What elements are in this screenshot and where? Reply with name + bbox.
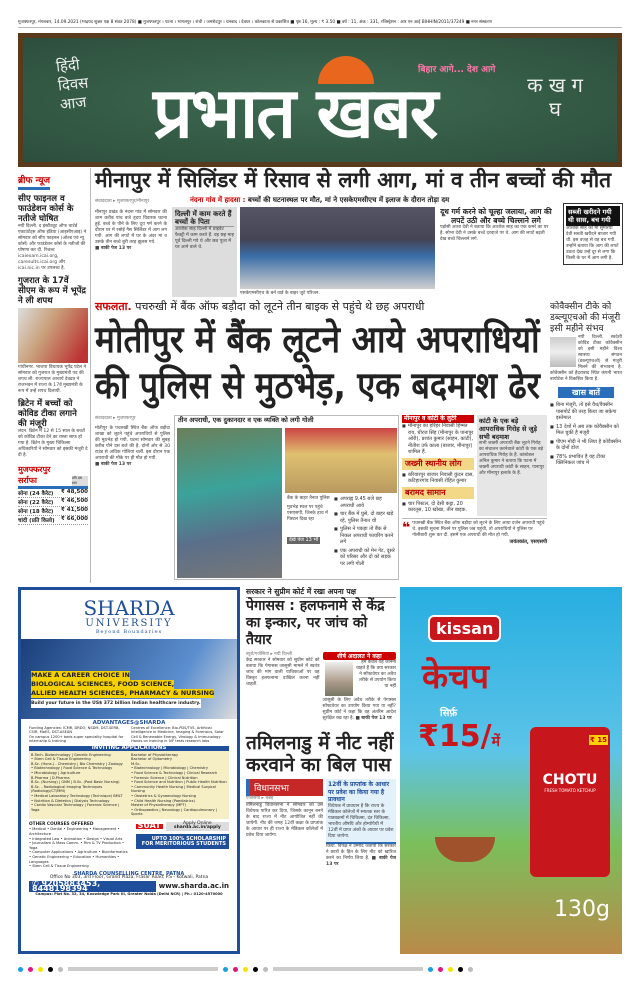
alphabet-chalk: क ख ग घ: [527, 73, 583, 121]
course-item: Bachelor of Optometry: [131, 757, 172, 762]
color-dot: [263, 967, 268, 972]
course-item: Bachelor of Physiotherapy: [131, 752, 179, 757]
rate-row: सोना (22 कैरेट) ₹ 46,500: [18, 498, 88, 506]
bank-body: मोतीपुर के पचरुखी स्थित बैंक ऑफ बड़ौदा शाखा को लूटने पहुंचे अपराधियों से पुलिस की मुठभेड़ हो गयी. घटना सोमवार की सुबह करीब पौने दस बजे की है. दोनों ओर से 30 राउंड से अधिक गोलियां चलीं. इस दौरान एक अपराधी की मौके पर ही मौत हो गयी. ■ बाकी पेज 13 पर: [95, 426, 170, 467]
lead-subhead: नंदना गांव में हादसा : बच्चों की घटनास्थल पर मौत, मां ने एसकेएमसीएच में इलाज के दौरान तोड़ा दम: [190, 196, 450, 204]
phone-number[interactable]: ✆ 9205883453, 8448198394: [29, 881, 156, 892]
course-item: B.Sc. (Nursing) | GNM | B.Sc. (Post Basic Nursing): [31, 780, 120, 785]
color-dot: [243, 967, 248, 972]
website-link[interactable]: www.sharda.ac.in: [158, 882, 229, 891]
lead-box: सब्जी खरीदने गयी थी सास, बच गयी आशोक साह की मां सुमरिया देवी सब्जी खरीदने बाजार गयी थी. इस वजह से वह बच गयी. उन्होंने बताया कि आग की लपटें उठता देख उन्हें दूर से लगा कि किसी के घर में आग लगी है.: [563, 203, 623, 265]
brief-news-column: [18, 168, 88, 525]
course-item: B.Sc. - Radiological Imaging Techniques (Radiology/CT/MRI): [31, 784, 103, 794]
course-item: • Biotechnology | Microbiology | Chemistry: [131, 766, 209, 771]
course-item: • Forensic Science | Clinical Nutrition: [131, 775, 198, 780]
course-item: • Cardio Vascular Technology | Forensic Science | Yoga: [31, 803, 120, 812]
masthead: [18, 33, 622, 167]
other-course-item: • Computer Applications • Agriculture • Bioinformatics: [29, 850, 128, 855]
brief-title[interactable]: सीए फाइनल व फाउंडेशन कोर्स के नतीजे घोषित: [18, 194, 74, 224]
culprits-box: मीनापुर व कांटी के लुटेरे ■ मीनापुर का हरिहर निवासी हिम्मत राय, धीरज सिंह (मीनापुर के पानापुर ओरी), प्रशांत कुमार (साहन, कांटी), नीतीश उर्फ काला (बाजार, मीनापुर) शामिल हैं. जख्मी स्थानीय लोग ■ बरियारपुर बाजार निवासी कुंदन दास, कटिहारगांव निवासी रोहित कुमार बरामद सामान ■ चार पिस्टल, दो देसी कट्टा, 20 कारतूस, 10 खोखा, तीन बाइक.: [402, 415, 474, 516]
course-item: • Microbiology | Agriculture: [31, 770, 81, 775]
jump-link[interactable]: ■ बाकी पेज 13 पर: [355, 716, 392, 721]
apply-link[interactable]: sharda.ac.in/apply: [173, 825, 221, 831]
jump-link[interactable]: ■ बाकी पेज 13 पर: [326, 855, 396, 867]
lead-byline: संवाददाता ▸ मुजफ्फरपुर/मीनापुर: [95, 199, 150, 204]
photo-caption: एसकेएमसीएच के बर्न वार्ड के बाहर जुटे परिजन.: [240, 291, 320, 296]
course-item: • Food Science & Technology | Clinical Research: [131, 770, 218, 775]
jump-link[interactable]: ■ बाकी पेज 13 पर: [95, 462, 132, 467]
rate-row: चांदी (प्रति किलो) ₹ 66,000: [18, 516, 88, 524]
hindi-diwas-chalk: हिंदी दिवस आज: [55, 55, 90, 114]
color-dot: [48, 967, 53, 972]
course-item: • Medical Laboratory Technology (Technique) BMLT: [31, 793, 123, 798]
bank-photo-box: तीन अपराधी, एक दुकानदार व एक व्यक्ति को लगी गोली बैंक के बाहर तैनात पुलिस मुठभेड़ स्थल पर पहुंचे एसएसपी, जिनके हाथ में पिस्टल दिख रहा देखें पेज 13 भी ■ अपराह्न 9.45 बजे छह अपराधी आये ■ चार बैंक में घुसे, दो बाहर खड़े रहे, पुलिस तैनात थी ■ पुलिस ने पकड़ा तो बैंक से निकल अपराधी फायरिंग करने लगे ■ एक अपराधी को मेन गेट, दूसरे को परिसर और दो को सड़क पर लगी गोली: [174, 415, 399, 580]
grey-bar: [273, 967, 423, 971]
sharda-banner: MAKE A CAREER CHOICE IN BIOLOGICAL SCIENCES, FOOD SCIENCE, ALLIED HEALTH SCIENCES, PHARMACY & NURSING Build your future in the US$ 372 billion Indian healthcare industry.: [21, 639, 237, 719]
ssp-quote: ❝ पचरुखी बैंक स्थित बैंक ऑफ बड़ौदा को लूटने के लिए आया दर्जन अपराधी पहुंचे थे. इसकी सूचना मिलने पर पुलिस जब पहुंची, तो अपराधियों ने पुलिस पर गोलीबारी शुरू कर दी. इसमें एक अपराधी की मौत हो गयी. जयंतकांत, एसएसपी: [402, 519, 547, 545]
ketchup-pack: ₹ 15 CHOTU FRESH TOMATO KETCHUP: [530, 727, 610, 877]
brief-text: गांधीनगर. भाजपा विधायक भूपेंद्र पटेल ने सोमवार को गुजरात के मुख्यमंत्री पद की शपथ ली. राज्यपाल आचार्य देवव्रत ने राजभवन में राज्य के 17वें मुख्यमंत्री के रूप में उन्हें शपथ दिलायी.: [18, 365, 87, 394]
color-dot: [468, 967, 473, 972]
see-page-tag[interactable]: देखें पेज 13 भी: [289, 537, 319, 543]
rate-row: सोना (18 कैरेट) ₹ 41,500: [18, 507, 88, 515]
tagline: बिहार आगे... देश आगे: [418, 65, 496, 75]
color-dot: [58, 967, 63, 972]
course-item: • Nutrition & Dietetics | Dialysis Technology: [31, 798, 110, 803]
lead-inset: दिल्ली में काम करते हैं बच्चों के पिता आशोक साह दिल्ली में प्राइवेट फैक्ट्री में काम करते हैं. वह छह माह पूर्व दिल्ली गये थे और छठ पूजा में घर आने वाले थे.: [172, 207, 237, 297]
other-course-item: • Journalism & Mass Comm. • Film & TV Production • Yoga: [29, 841, 125, 850]
color-dot: [223, 967, 228, 972]
course-item: • Stem Cell & Tissue Engineering: [31, 757, 91, 762]
bank-headline-1[interactable]: मोतीपुर में बैंक लूटने आये अपराधियों: [95, 318, 540, 361]
other-course-item: • Genetic Engineering • Education • Humanities • Languages: [29, 855, 120, 864]
course-item: M.Sc.: [131, 761, 141, 766]
course-item: • Biotechnology | Food Science & Technology: [31, 766, 113, 771]
gang-box: कांटी के एक बड़े आपराधिक गिरोह से जुड़े सभी बदमाश सभी जख्मी अपराधी बैंक लूटने गिरोह का संचालन करनेवाले कांटी के एक बड़े आपराधिक गिरोह के हैं. कांस्टेबल अनिल कुमार ने बताया कि पटना में जख्मी अपराधी कांटी के साहन, पानापुर और मीनापुर इलाके के हैं.: [477, 415, 547, 516]
grey-bar: [68, 967, 218, 971]
course-item: • Orthopaedics | Neurology | Cardiopulmonary | Sports: [131, 807, 217, 817]
pegasus-story: सरकार ने सुप्रीम कोर्ट में रखा अपना पक्ष पेगासस : हलफनामे से केंद्र का इन्कार, पर जांच को तैयार ब्यूरो/एजेंसियां ▸ नयी दिल्ली केंद्र सरकार ने सोमवार को सुप्रीम कोर्ट को बताया कि पेगासस जासूसी मामले में स्वतंत्र जांच की मांग वाली याचिकाओं पर वह विस्तृत हलफनामा दाखिल करना नहीं चाहती. शीर्ष अदालत ने कहा हम केवल यह जानना चाहते हैं कि क्या सरकार ने सॉफ्टवेयर का अवैध तरीके से उपयोग किया या नहीं जासूसी के लिए अवैध तरीके से पेगासस सॉफ्टवेयर का उपयोग किया गया या नहीं? सुप्रीम कोर्ट ने कहा कि वह अंतरिम आदेश सुरक्षित रख रहा है. ■ बाकी पेज 13 पर तमिलनाडु में नीट नहीं करवाने का बिल पास विधानसभा एजेंसियां ▸ चेन्नई तमिलनाडु विधानसभा ने सोमवार को उस विधेयक पारित कर दिया, जिसके कानून बनने के बाद राज्य में नीट आयोजित नहीं की जायेगी. नीट की जगह 12वीं कक्षा के प्राप्तांक के आधार पर ही राज्य के मेडिकल कॉलेजों में प्रवेश दिया जायेगा. 12वीं के प्राप्तांक के आधार पर प्रवेश का किया गया है प्रावधान विधेयक में प्रावधान है कि राज्य के मेडिकल कॉलेजों में स्नातक स्तर के पाठ्यक्रमों में चिकित्सा, दंत चिकित्सा, भारतीय औषधि और होम्योपैथी में 12वीं में प्राप्त अंकों के आधार पर प्रवेश दिया जायेगा. किया. विपक्ष ने उम्मीद जतायी कि सरकार ने छात्रों के हित के लिए नीट को खारिज करने का निर्णय लिया है. ■ बाकी पेज 13 पर: [246, 587, 396, 867]
course-item: B.Tech. Biotechnology | Genetic Engineering: [31, 752, 111, 757]
bank-photo-2: [285, 428, 397, 493]
rates-title: मुजफ्फरपुर सर्राफा: [18, 465, 51, 485]
supreme-court-photo: [325, 662, 353, 696]
color-dot: [253, 967, 258, 972]
quote-icon: ❝: [402, 519, 411, 536]
neet-headline[interactable]: तमिलनाडु में नीट नहीं करवाने का बिल पास: [246, 732, 394, 776]
brief-text: लंदन. ब्रिटेन में 12 से 15 साल के बच्चों को कोविड टीका देने का रास्ता साफ हो गया है. ब्रिटेन के मुख्य चिकित्सा अधिकारियों ने सोमवार को इसकी मंजूरी दे दी है.: [18, 429, 88, 458]
vaccine-photo: [550, 337, 576, 367]
color-dot: [28, 967, 33, 972]
sharda-ad[interactable]: SHARDA UNIVERSITY Beyond Boundaries MAKE A CAREER CHOICE IN BIOLOGICAL SCIENCES, FOOD SCIENCE, ALLIED HEALTH SCIENCES, PHARMACY & NURSING Build your future in the US$ 372 billion Indian healthcare industry. ADVANTAGES@SHARDA Funding Agencies: ICMR, DRDO, NSDM, DST-SERB, CSIR, MoES, DST-ASEAN On campus 1200+ beds super speciality hospital for internship & training Centres of Excellence: Bio-PDS/TVS, Artificial Intelligence in Medicine, Imaging & Forensics, Solar Cell & Renewable Energy, Virology & Immunology Hands on training in IVF tests research labs INVITING APPLICATIONS B.Tech. Biotechnology | Genetic Engineering • Stem Cell & Tissue Engineering B.Sc. (Hons.) - Chemistry | Bio Chemistry | Zoology • Biotechnology | Food Science & Technology • Microbiology | Agriculture B.Pharma | D.Pharma B.Sc. (Nursing) | GNM | B.Sc. (Post Basic Nursing) B.Sc. - Radiological Imaging Techniques (Radiology/CT/MRI) • Medical Laboratory Technology (Technique) BMLT • Nutrition & Dietetics | Dialysis Technology • Cardio Vascular Technology | Forensic Science | Yoga Bachelor of Physiotherapy Bachelor of Optometry M.Sc. • Biotechnology | Microbiology | Chemistry • Food Science & Technology | Clinical Research • Forensic Science | Clinical Nutrition • Food Science and Nutrition | Public Health Nutrition • Community Health Nursing | Medical Surgical Nursing • Obstetrics & Gynaecology Nursing • Child Health Nursing (Paediatrics) Master of Physiotherapy (MPT) • Orthopaedics | Neurology | Cardiopulmonary | Sports OTHER COURSES OFFERED • Medical • Dental • Engineering • Management • Architecture • Integrated Law • Animation • Design • Visual Arts • Journalism & Mass Comm. • Film & TV Production • Yoga • Computer Applications • Agriculture • Bioinformatics • Genetic Engineering • Education • Humanities • Languages • Stem Cell & Tissue Engineering SUAT Apply Online sharda.ac.in/apply UPTO 100% SCHOLARSHIP FOR MERITORIOUS STUDENTS SHARDA COUNSELLING CENTRE, PATNA Office No 303, 3rd Floor, Grand Plaza, Fraser Road, P.S - Kotwali, Patna ✆ 9205883453, 8448198394 www.sharda.ac.in Campus: Plot No. 32, 34, Knowledge Park III, Greater Noida (Delhi NCR) | Ph.: 0120-4570000: [18, 587, 240, 954]
dateline: मुजफ्फरपुर, मंगलवार, 14.09.2021 (भाद्रपद शुक्ल पक्ष 8 संवत 2078) ■ मुजफ्फरपुर । पटना । भागलपुर । रांची । जमशेदपुर । धनबाद । देवघर । कोलकाता से प्रकाशित ■ पृष्ठ 16, मूल्य : ₹ 3.50 ■ वर्ष : 11, अंक : 331, रजिस्ट्रेशन : आर एन आई BIHHIN/2011/37249 ■ नगर संस्करण: [18, 19, 622, 28]
course-item: • Obstetrics & Gynaecology Nursing: [131, 793, 197, 798]
course-item: B.Sc. (Hons.) - Chemistry | Bio Chemistry | Zoology: [31, 761, 123, 766]
newspaper-logo: प्रभात खबर: [153, 72, 437, 154]
kissan-ad[interactable]: kissan केचप सिर्फ़ ₹15/में ₹ 15 CHOTU FRESH TOMATO KETCHUP 130g: [400, 587, 622, 954]
rate-row: सोना (24 कैरेट) ₹ 48,500: [18, 489, 88, 497]
brief-title[interactable]: ब्रिटेन में बच्चों को कोविड टीका लगाने की मंजूरी: [18, 399, 77, 429]
brief-text: नयी दिल्ली. द इंस्टीट्यूट ऑफ चार्टर्ड एकाउंटेंट्स ऑफ इंडिया (आइसीएआइ) ने सोमवार को सीए फाइनल (ओल्ड एवं न्यू कोर्स) और फाउंडेशन कोर्स के नतीजों की घोषणा कर दी. रिजल्ट icaiexam.icai.org, caresults.icai.org और icai.nic.in पर उपलब्ध है.: [18, 224, 87, 271]
bank-captions: बैंक के बाहर तैनात पुलिस मुठभेड़ स्थल पर पहुंचे एसएसपी, जिनके हाथ में पिस्टल दिख रहा देखें पेज 13 भी: [287, 496, 330, 543]
color-dot: [233, 967, 238, 972]
covid-column: कोवैक्सीन टीके को डब्ल्यूएचओ की मंजूरी इसी महीने संभव नयी दिल्ली. स्वदेशी कोविड टीका कोवैक्सीन को इसी महीने विश्व स्वास्थ्य संगठन (डब्ल्यूएचओ) से मंजूरी मिलने की संभावना है. कोवैक्सीन को हैदराबाद स्थित कंपनी भारत बायोटेक ने विकसित किया है. खास बातें ■ बिना मंजूरी, तो इसे वैध/वैक्सीन पासपोर्ट की तरह किया जा सकेगा इस्तेमाल ■ 13 देशों में अब तक कोवैक्सीन को मिल चुकी है मंजूरी ■ पीएम मोदी ने भी लिया है कोवैक्सीन के दोनों डोज ■ 78% प्रभावित है यह टीका क्लिनिकल जांच में: [550, 302, 622, 469]
course-item: B.Pharma | D.Pharma: [31, 775, 70, 780]
bank-side-area: [402, 415, 547, 546]
print-registration-marks: [18, 965, 622, 973]
course-item: Master of Physiotherapy (MPT): [131, 803, 187, 808]
lead-side-story: दूध गर्म करने को चूल्हा जलाया, आग की लपटें उठी और बच्चे चिल्लाने लगे पड़ोसी आशा देवी ने बताया कि आशोक साह का एक कमरे का घर है. सोभा देवी ने उसके बच्चे दरवाजे पर थे. आग की लपटें बढ़ती देख बच्चे चिल्लाने लगे.: [440, 207, 552, 242]
course-item: • Child Health Nursing (Paediatrics): [131, 798, 195, 803]
other-course-item: • Medical • Dental • Engineering • Management • Architecture: [29, 827, 120, 837]
other-course-item: • Stem Cell & Tissue Engineering: [29, 864, 89, 869]
lead-body: मीनापुर प्रखंड के नंदना गांव में सोमवार की शाम करीब पांच बजे हृदय विदारक घटना हुई. बच्चे के पीने के लिए दूध गर्म करने के दौरान घर में रसोई गैस सिलिंडर में आग लग गयी. आग की लपटें में घर के अंदर मां व उसके तीन बच्चे बुरी तरह झुलस गये. ■ बाकी पेज 13 पर: [95, 210, 167, 251]
color-dot: [448, 967, 453, 972]
color-dot: [438, 967, 443, 972]
jump-link[interactable]: ■ बाकी पेज 13 पर: [95, 246, 132, 251]
bank-headline-2[interactable]: की पुलिस से मुठभेड़, एक बदमाश ढेर: [95, 364, 540, 407]
cm-photo: [18, 308, 88, 363]
color-dot: [38, 967, 43, 972]
other-course-item: • Integrated Law • Animation • Design • Visual Arts: [29, 836, 123, 841]
tomato-basket: [435, 837, 495, 862]
brief-title[interactable]: गुजरात के 17वें सीएम के रूप में भूपेंद्र ने ली शपथ: [18, 276, 86, 306]
brief-label: ब्रीफ न्यूज: [18, 173, 50, 190]
bank-photo-1: [177, 428, 282, 578]
color-dot: [428, 967, 433, 972]
color-dot: [458, 967, 463, 972]
rates-unit: प्रति दस ग्राम: [72, 476, 88, 486]
bank-byline: संवाददाता ▸ मुजफ्फरपुर: [95, 416, 136, 421]
bank-kicker: सफलता. पचरुखी में बैंक ऑफ बड़ौदा को लूटने तीन बाइक से पहुंचे थे छह अपराधी: [95, 300, 425, 313]
lead-photo: [240, 207, 435, 289]
course-item: • Community Health Nursing | Medical Surgical Nursing: [131, 784, 216, 794]
lead-headline[interactable]: मीनापुर में सिलिंडर में रिसाव से लगी आग, मां व तीन बच्चों की मौत: [95, 168, 612, 192]
color-dot: [18, 967, 23, 972]
course-item: • Food Science and Nutrition | Public Health Nutrition: [131, 780, 227, 785]
